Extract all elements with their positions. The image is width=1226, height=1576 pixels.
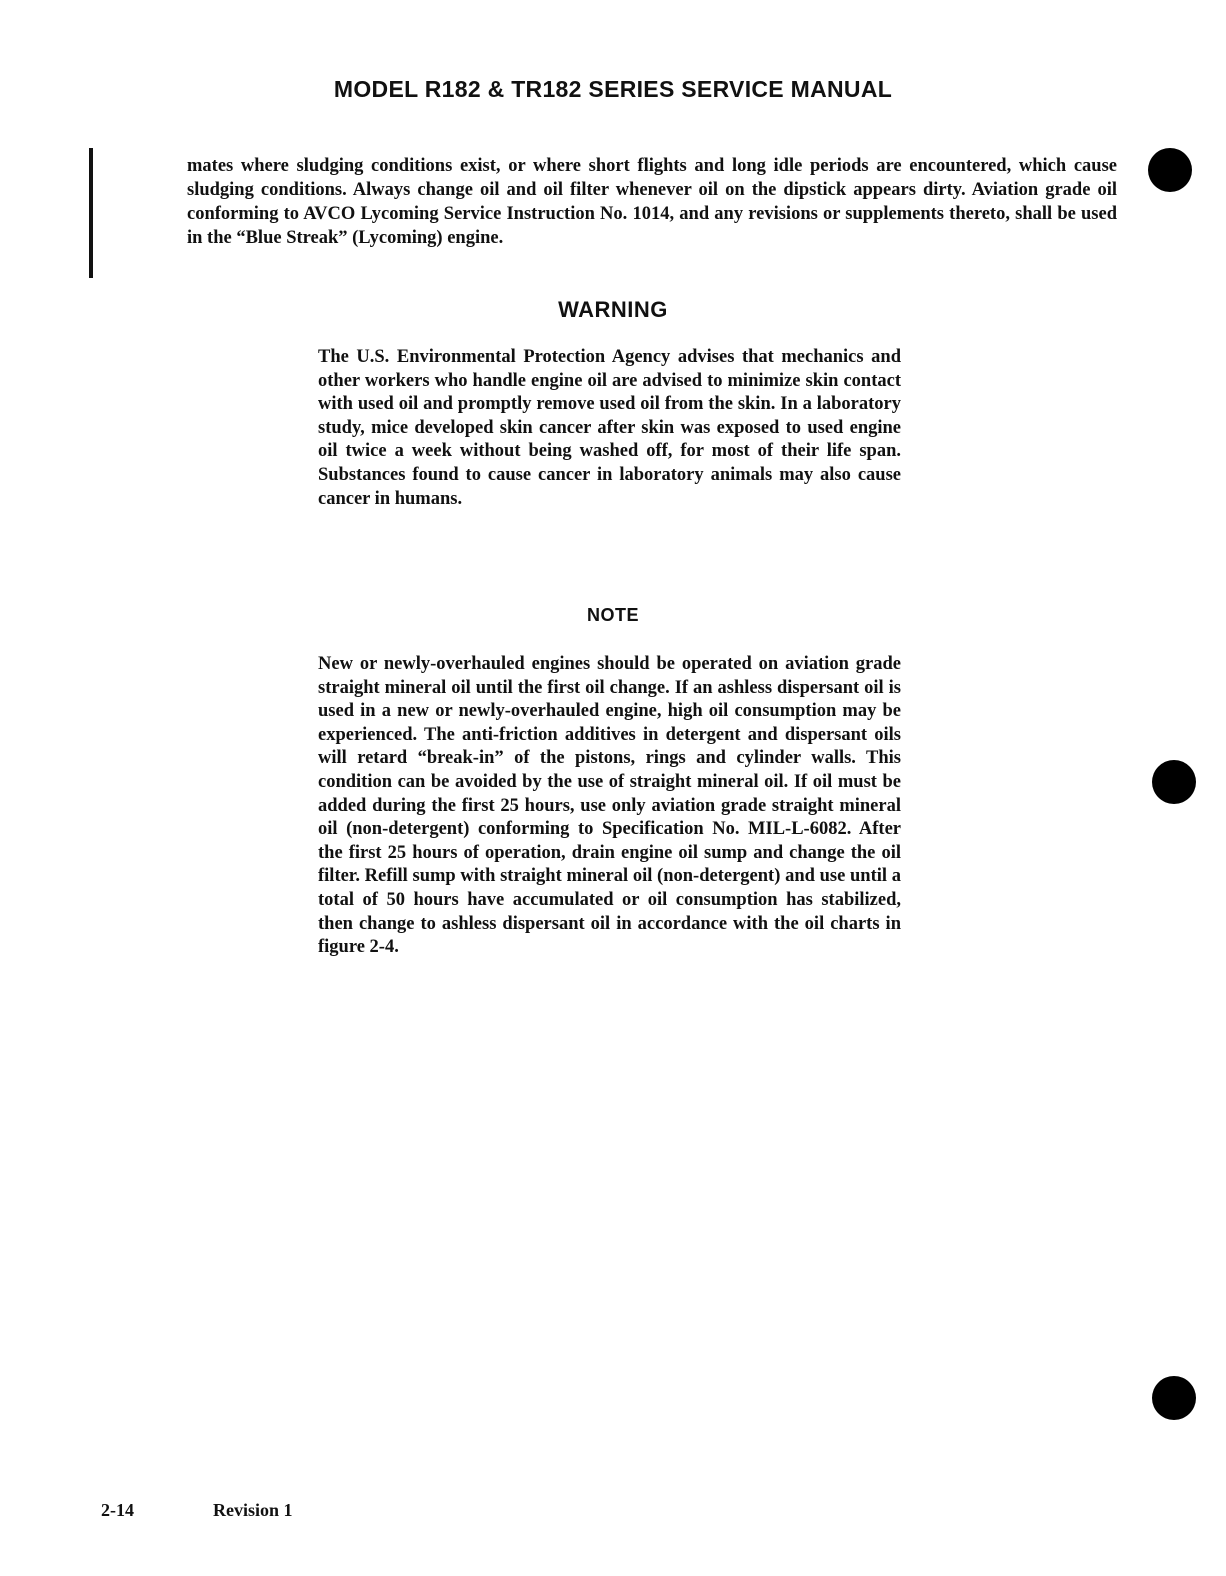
note-paragraph: New or newly-overhauled engines should be operated on aviation grade straight mineral oil until the first oil change. If an ashless dispersant oil is used in a new or newly-overhauled engine, high oil consumption may be experienced. The anti-friction additives in detergent and dispersant oils will retard “break-in” of the pistons, rings and cylinder walls. This condition can be avoided by the use of straight mineral oil. If oil must be added during the first 25 hours, use only aviation grade straight mineral oil (non-detergent) conforming to Specification No. MIL-L-6082. After the first 25 hours of operation, drain engine oil sump and change the oil filter. Refill sump with straight mineral oil (non-detergent) and use until a total of 50 hours have accumulated or oil consumption has stabilized, then change to ashless dispersant oil in accordance with the oil charts in figure 2-4. bbox=[318, 654, 901, 958]
warning-heading: WARNING bbox=[558, 297, 668, 322]
intro-paragraph: mates where sludging conditions exist, or where short flights and long idle periods are encountered, which cause sludging conditions. Always change oil and oil filter whenever oil on the dipstick appears dirty. Aviation grade oil conforming to AVCO Lycoming Service Instruction No. 1014, and any revisions or supplements thereto, shall be used in the “Blue Streak” (Lycoming) engine. bbox=[187, 156, 1117, 248]
binder-punch-hole-middle bbox=[1152, 760, 1196, 804]
revision-change-bar bbox=[89, 148, 93, 278]
page-header-title: MODEL R182 & TR182 SERIES SERVICE MANUAL bbox=[333, 76, 893, 102]
note-heading: NOTE bbox=[586, 605, 639, 625]
binder-punch-hole-bottom bbox=[1152, 1376, 1196, 1420]
footer-page-number: 2-14 bbox=[101, 1500, 134, 1520]
warning-paragraph: The U.S. Environmental Protection Agency advises that mechanics and other workers who handle engine oil are advised to minimize skin contact with used oil and promptly remove used oil from the skin. In a laboratory study, mice developed skin cancer after skin was exposed to used engine oil twice a week without being washed off, for most of their life span. Substances found to cause cancer in laboratory animals may also cause cancer in humans. bbox=[318, 347, 901, 509]
footer-revision: Revision 1 bbox=[213, 1500, 293, 1520]
binder-punch-hole-top bbox=[1148, 148, 1192, 192]
